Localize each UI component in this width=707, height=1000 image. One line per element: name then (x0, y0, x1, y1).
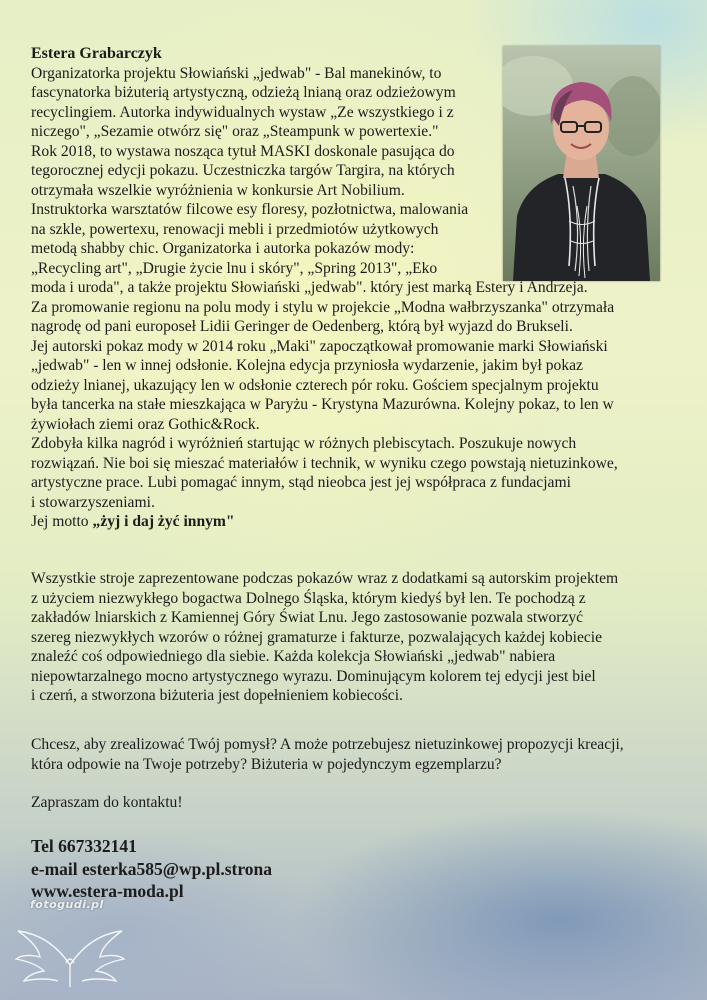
description-line: niepowtarzalnego mocno artystycznego wyrazu. Dominującym kolorem tej edycji jest biel (31, 667, 596, 685)
biography-section (31, 44, 671, 532)
description-line: Wszystkie stroje zaprezentowane podczas pokazów wraz z dodatkami są autorskim projektem (31, 570, 619, 587)
bio-line: odzieży lnianej, ukazujący len w odsłonie czterech pór roku. Gościem specjalnym projektu (31, 376, 599, 394)
offer-line: która odpowie na Twoje potrzeby? Biżuteria w pojedynczym egzemplarzu? (31, 755, 502, 773)
bio-line: „Recycling art", „Drugie życie lnu i skóry", „Spring 2013", „Eko (31, 259, 438, 277)
bio-line: moda i uroda", a także projektu Słowiański „jedwab". który jest marką Estery i Andrzeja. (31, 279, 588, 296)
email-address[interactable]: e-mail esterka585@wp.pl.strona (31, 858, 273, 879)
bio-text-narrow (31, 64, 499, 279)
bio-text-wide (31, 278, 671, 512)
collection-description (31, 569, 681, 706)
offer-paragraph (31, 735, 681, 774)
invite-text: Zapraszam do kontaktu! (31, 794, 183, 811)
bio-line: artystyczne prace. Lubi pomagać innym, stąd nieobca jest jej współpraca z fundacjami (31, 474, 571, 491)
website-link[interactable]: www.estera-moda.pl (31, 881, 184, 901)
bio-line: rozwiązań. Nie boi się mieszać materiałów i technik, w wyniku czego powstają nietuzinkowe, (31, 454, 618, 472)
bio-line: żywiołach ziemi oraz Gothic&Rock. (31, 415, 260, 433)
description-line: i czerń, a stworzona biżuteria jest dopełnieniem kobiecości. (31, 687, 403, 704)
bio-line: recyclingiem. Autorka indywidualnych wystaw „Ze wszystkiego i z (31, 103, 454, 121)
motto-text: „żyj i daj żyć innym" (92, 513, 235, 530)
watermark-text: fotogudi.pl (30, 898, 104, 911)
bio-line: Instruktorka warsztatów filcowe esy floresy, pozłotnictwa, malowania (31, 201, 469, 218)
motto-line (31, 512, 671, 532)
bio-line: Organizatorka projektu Słowiański „jedwab" - Bal manekinów, to (31, 64, 442, 82)
bio-line: Rok 2018, to wystawa nosząca tytuł MASKI doskonale pasująca do (31, 142, 455, 160)
bio-line: metodą shabby chic. Organizatorka i autorka pokazów mody: (31, 240, 415, 257)
bio-line: Za promowanie regionu na polu mody i stylu w projekcie „Modna wałbrzyszanka" otrzymała (31, 298, 615, 316)
bio-line: Zdobyła kilka nagród i wyróżnień startując w różnych plebiscytach. Poszukuje nowych (31, 435, 577, 452)
bio-line: nagrodę od pani europoseł Lidii Geringer de Oedenberg, którą był wyjazd do Brukseli. (31, 318, 573, 335)
bio-line: była tancerka na stałe mieszkająca w Paryżu - Krystyna Mazurówna. Kolejny pokaz, to len w (31, 396, 614, 413)
bio-line: tegorocznej edycji pokazu. Uczestniczka targów Targira, na których (31, 162, 455, 179)
bio-line: otrzymała wszelkie wyróżnienia w konkursie Art Nobilium. (31, 181, 405, 199)
invite-paragraph (31, 793, 681, 813)
description-line: szereg niezwykłych wzorów o różnej gramaturze i fakturze, pozwalających każdej kobiecie (31, 628, 603, 646)
person-name: Estera Grabarczyk (31, 45, 162, 62)
description-line: zakładów lniarskich z Kamiennej Góry Świat Lnu. Jego zastosowanie pozwala stworzyć (31, 609, 584, 626)
description-line: znaleźć coś odpowiedniego dla siebie. Każda kolekcja Słowiański „jedwab" nabiera (31, 648, 556, 665)
bio-line: „jedwab" - len w innej odsłonie. Kolejna edycja przyniosła wydarzenie, jakim był pokaz (31, 357, 583, 374)
bio-line: fascynatorka biżuterią artystyczną, odzieżą lnianą oraz odzieżowym (31, 84, 456, 101)
bio-line: niczego", „Sezamie otwórz się" oraz „Steampunk w powertexie." (31, 123, 439, 140)
motto-prefix: Jej motto (31, 513, 93, 530)
offer-line: Chcesz, aby zrealizować Twój pomysł? A może potrzebujesz nietuzinkowej propozycji kreacji, (31, 736, 624, 753)
bio-line: na szkle, powertexu, renowacji mebli i przedmiotów użytkowych (31, 220, 439, 238)
contact-block (31, 835, 272, 903)
bio-line: Jej autorski pokaz mody w 2014 roku „Maki" zapoczątkował promowanie marki Słowiański (31, 337, 608, 355)
bio-line: i stowarzyszeniami. (31, 493, 155, 511)
description-line: z użyciem niezwykłego bogactwa Dolnego Śląska, którym kiedyś był len. Te pochodzą z (31, 589, 586, 607)
phone-number[interactable]: Tel 667332141 (31, 836, 137, 856)
